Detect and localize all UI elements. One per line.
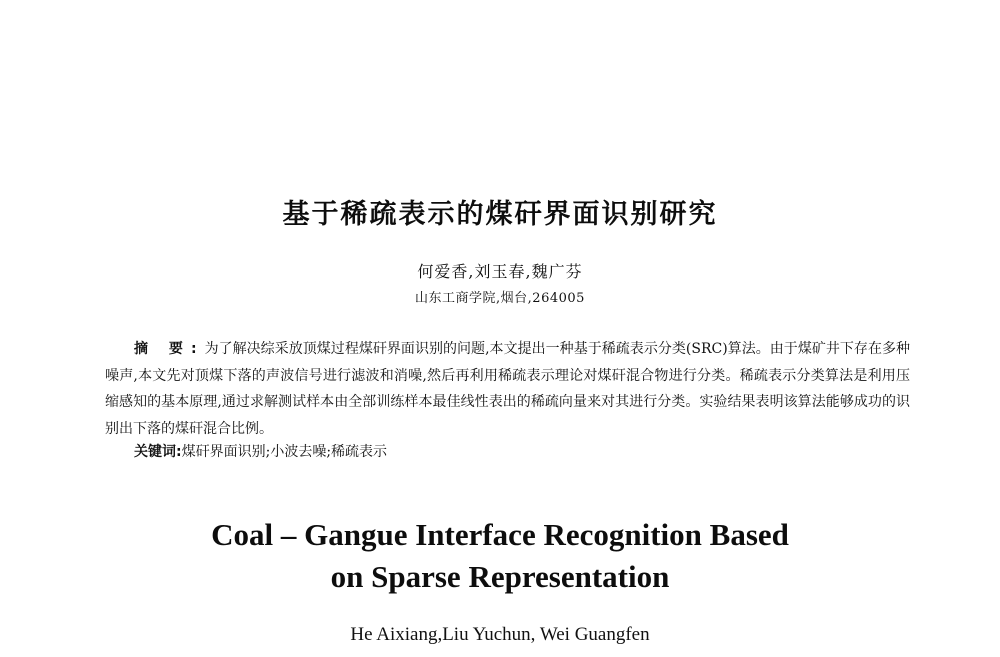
chinese-authors: 何爱香,刘玉春,魏广芬 <box>417 262 583 281</box>
english-title-line-1: Coal – Gangue Interface Recognition Based <box>211 517 789 552</box>
english-title-line-2: on Sparse Representation <box>330 559 670 594</box>
english-authors: He Aixiang,Liu Yuchun, Wei Guangfen <box>350 624 650 645</box>
chinese-title: 基于稀疏表示的煤矸界面识别研究 <box>282 199 718 230</box>
chinese-affiliation: 山东工商学院,烟台,264005 <box>415 291 585 306</box>
keywords-text: 煤矸界面识别;小波去噪;稀疏表示 <box>181 444 388 460</box>
abstract-label: 摘 要: <box>134 341 205 357</box>
abstract <box>105 336 910 442</box>
english-title <box>0 514 1000 598</box>
abstract-text: 为了解决综采放顶煤过程煤矸界面识别的问题,本文提出一种基于稀疏表示分类(SRC)算法。由于煤矿井下存在多种噪声,本文先对顶煤下落的声波信号进行滤波和消噪,然后再利用稀疏表示理论对煤矸混合物进行分类。稀疏表示分类算法是利用压缩感知的基本原理,通过求解测试样本由全部训练样本最佳线性表出的稀疏向量来对其进行分类。实验结果表明该算法能够成功的识别出下落的煤矸混合比例。 <box>105 341 910 437</box>
keywords-label: 关键词: <box>134 444 182 460</box>
keywords <box>134 441 387 463</box>
